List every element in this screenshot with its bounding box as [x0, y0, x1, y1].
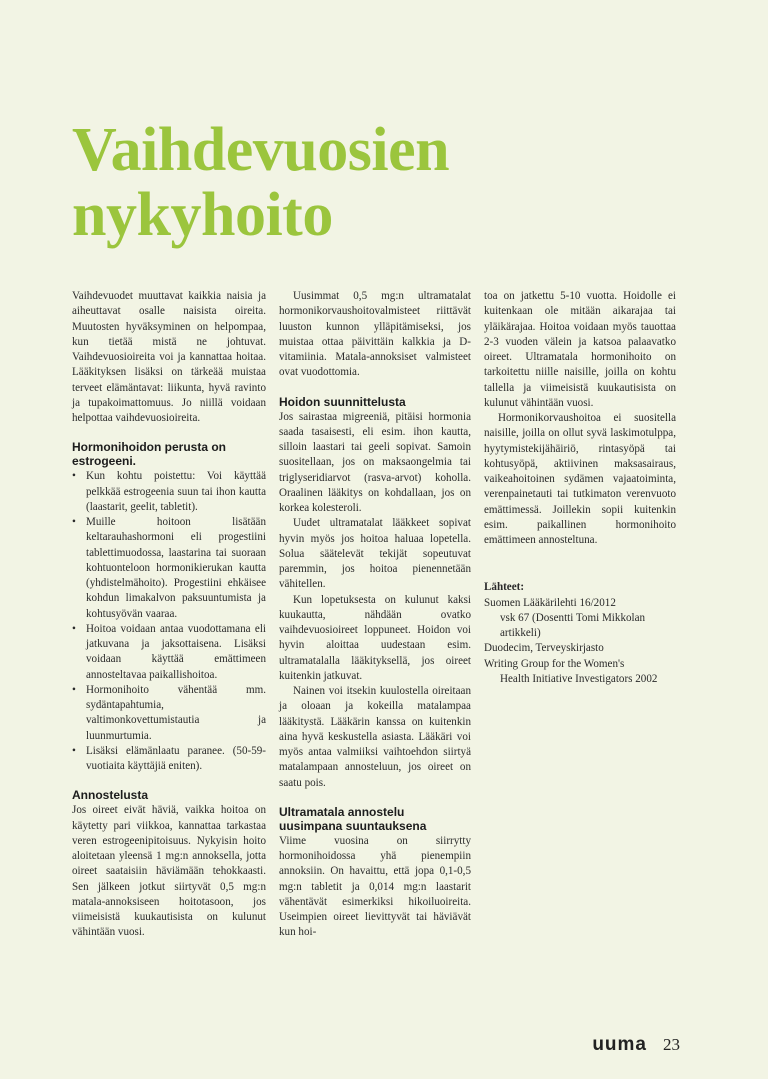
section-heading-planning: Hoidon suunnittelusta: [279, 394, 406, 409]
column-3: [484, 289, 676, 687]
page-number: 23: [663, 1035, 680, 1054]
paragraph: toa on jatkettu 5-10 vuotta. Hoidolle ei kuitenkaan ole mitään aikarajaa tai yläikärajaa. Hoitoa voidaan myös tauottaa 2-3 vuoden välein ja katsoa palaavatko oireet. Ultramatala hormonihoito on tarkoitettu niille naisille, joilla on kohtu tallella ja viimeisistä kuukautisista on kulunut vähintään vuosi.: [484, 290, 676, 409]
list-item: • Muille hoitoon lisätään keltarauhashormoni eli progestiini tablettimuodossa, laastarina tai suoraan kohtuonteloon hormonikierukan kautta (yhdistelmähoito). Progestiini ehkäisee kohdun limakalvon paksuuntumista ja kohtusyövän vaaraa.: [72, 515, 266, 622]
reference: Health Initiative Investigators 2002: [500, 672, 658, 685]
intro-paragraph: Vaihdevuodet muuttavat kaikkia naisia ja aiheuttavat osalle naisista oireita. Muutosten hyväksyminen on helpompaa, kun tietää mistä ne johtuvat. Vaihdevuosioireita voi ja kannattaa hoitaa. Lääkityksen lisäksi on tärkeää muistaa terveet elämäntavat: liikunta, hyvä ravinto ja tupakoimattomuus. Jo niillä voidaan helpottaa vaihdevuosioireita.: [72, 290, 266, 424]
reference: Duodecim, Terveyskirjasto: [484, 642, 604, 655]
references-heading: Lähteet:: [484, 581, 525, 594]
title-line-1: Vaihdevuosien: [72, 116, 450, 184]
paragraph: Viime vuosina on siirrytty hormonihoidossa yhä pienempiin annoksiin. On havaittu, että jopa 0,1-0,5 mg:n tabletit ja 0,014 mg:n laastarit vähentävät esimerkiksi hikoiluoireita. Useimpien oireet lievittyvät tai häviävät kun hoi-: [279, 834, 471, 939]
bullet-list: [72, 469, 266, 774]
article-title: [72, 118, 449, 248]
page-footer: [592, 1034, 680, 1056]
column-2: [279, 289, 471, 941]
paragraph: Uudet ultramatalat lääkkeet sopivat hyvin myös jos hoitoa haluaa lopetella. Solua säätelevät tekijät sopeutuvat paremmin, jos hoitoa pienennetään vähitellen.: [279, 517, 471, 591]
list-item: • Hoitoa voidaan antaa vuodottamana eli jatkuvana ja jaksottaisena. Lisäksi voidaan käyttää emättimeen annosteltavaa paikallishoitoa.: [72, 622, 266, 683]
paragraph: Nainen voi itsekin kuulostella oireitaan ja oloaan ja kokeilla matalampaa lääkitystä. Lääkärin kanssa on kuitenkin aina hyvä keskustella asiasta. Lääkäri voi myös antaa valmiiksi vaihtoehdon siirtyä matalampaan annosteluun, jos oireet on saatu pois.: [279, 685, 471, 789]
section-heading-dosage: Annostelusta: [72, 788, 149, 803]
list-item: • Hormonihoito vähentää mm. sydäntapahtumia, valtimonkovettumistautia ja luunmurtumia.: [72, 683, 266, 744]
paragraph: Kun lopetuksesta on kulunut kaksi kuukautta, nähdään ovatko vaihdevuosioireet loppuneet. Hoidon voi hyvin aloittaa uudestaan esim. ultramatalalla lääkityksellä, jos oireet kuitenkin jatkuvat.: [279, 593, 471, 682]
reference: vsk 67 (Dosentti Tomi Mikkolan artikkeli): [500, 611, 646, 639]
title-line-2: nykyhoito: [72, 181, 333, 249]
section-heading-ultralow: Ultramatala annostelu uusimpana suuntauksena: [279, 804, 427, 833]
paragraph: Uusimmat 0,5 mg:n ultramatalat hormonikorvaushoitovalmisteet riittävät luuston kunnon ylläpitämiseksi, jos muistaa ottaa päivittäin kalkkia ja D-vitamiinia. Matala-annoksiset valmisteet ovat vuodottomia.: [279, 290, 471, 379]
reference: Suomen Lääkärilehti 16/2012: [484, 596, 616, 609]
paragraph: Hormonikorvaushoitoa ei suositella naisille, joilla on ollut syvä laskimotulppa, hyytymistekijähäiriö, rintasyöpä tai kohtusyöpä, aktiivinen maksasairaus, vaikeahoitoinen sydämen vajaatoiminta, verenpainetauti tai tutkimaton verenvuoto emättimessä. Joillekin sopii kuitenkin esim. paikallinen hormonihoito emättimeen annosteltuna.: [484, 412, 676, 546]
magazine-logo: uuma: [592, 1034, 647, 1055]
section-heading-hormone-basis: Hormonihoidon perusta on estrogeeni.: [72, 440, 226, 469]
list-item: • Lisäksi elämänlaatu paranee. (50-59-vuotiaita käyttäjiä eniten).: [72, 744, 266, 775]
paragraph: Jos sairastaa migreeniä, pitäisi hormonia saada tasaisesti, eli esim. ihon kautta, silloin laastari tai geeli sopivat. Samoin suositellaan, jos on maksaongelmia tai triglyseridiarvot (rasva-arvot) koholla. Oraalinen lääkitys on kohdallaan, jos on korkea kolesteroli.: [279, 410, 471, 514]
column-1: [72, 289, 266, 941]
dosage-paragraph: Jos oireet eivät häviä, vaikka hoitoa on käytetty pari viikkoa, kannattaa tarkastaa veren estrogeenipitoisuus. Nykyisin hoito aloitetaan yleensä 1 mg:n annoksella, jotta oireet saataisiin häviämään tehokkaasti. Sen jälkeen jotkut siirtyvät 0,5 mg:n matala-annoksiseen hoitotasoon, jos viimeisistä kuukautisista on kulunut vähintään vuosi.: [72, 804, 266, 939]
list-item: • Kun kohtu poistettu: Voi käyttää pelkkää estrogeenia suun tai ihon kautta (laastarit, geelit, tabletit).: [72, 469, 266, 515]
reference: Writing Group for the Women's: [484, 657, 625, 670]
